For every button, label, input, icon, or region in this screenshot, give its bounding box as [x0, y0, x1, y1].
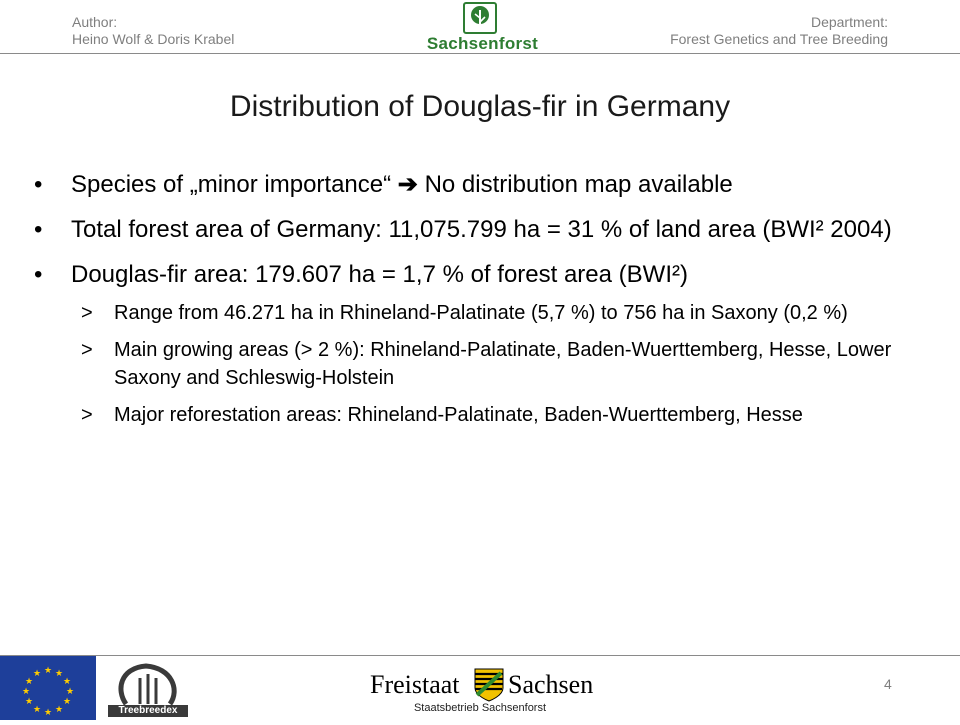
svg-text:★: ★: [32, 669, 42, 679]
sachsenforst-logo: [415, 2, 550, 52]
svg-text:★: ★: [65, 687, 75, 697]
svg-text:★: ★: [32, 705, 42, 715]
saxony-coat-of-arms-icon: [474, 668, 504, 702]
svg-text:★: ★: [54, 669, 64, 679]
slide-title: Distribution of Douglas-fir in Germany: [229, 90, 731, 123]
treebreedex-label: Treebreedex: [118, 705, 178, 716]
header-divider: [0, 53, 960, 54]
department-label: Department:: [810, 14, 888, 30]
svg-text:★: ★: [21, 687, 31, 697]
author-name: Heino Wolf & Doris Krabel: [72, 31, 235, 47]
arrow-right-icon: ➔: [397, 171, 418, 198]
bullet-item: [34, 213, 934, 246]
sub-bullet-icon: >: [81, 404, 93, 426]
bullet-icon: •: [34, 216, 43, 243]
bullet-item: [34, 258, 934, 291]
footer-divider: [0, 655, 960, 656]
bullet-icon: •: [34, 171, 43, 198]
bullet-icon: •: [34, 261, 43, 288]
svg-text:★: ★: [54, 705, 64, 715]
sub-bullet-icon: >: [81, 339, 93, 361]
svg-text:★: ★: [43, 666, 53, 676]
sub-bullet-item: [34, 401, 934, 429]
logo-text: Sachsenforst: [426, 34, 539, 53]
sub-bullet-icon: >: [81, 302, 93, 324]
svg-text:★: ★: [43, 708, 53, 718]
svg-text:★: ★: [62, 697, 72, 707]
svg-text:★: ★: [24, 677, 34, 687]
author-label: Author:: [72, 14, 118, 30]
freistaat-text: Freistaat: [370, 670, 460, 699]
sub-bullet-item: [34, 336, 934, 392]
staatsbetrieb-label: Staatsbetrieb Sachsenforst: [413, 702, 547, 714]
bullet-text: Species of „minor importance“: [71, 171, 398, 198]
sub-bullet-text: Range from 46.271 ha in Rhineland-Palatinate (5,7 %) to 756 ha in Saxony (0,2 %): [114, 302, 848, 324]
bullet-text: No distribution map available: [417, 171, 733, 198]
bullet-text: Total forest area of Germany: 11,075.799 ha = 31 % of land area (BWI² 2004): [71, 216, 892, 243]
bullet-item: [34, 168, 934, 201]
svg-text:★: ★: [62, 677, 72, 687]
tree-logo-icon: [463, 2, 497, 34]
sub-bullet-item: [34, 299, 934, 327]
bullet-text: Douglas-fir area: 179.607 ha = 1,7 % of forest area (BWI²): [71, 261, 688, 288]
svg-text:★: ★: [24, 697, 34, 707]
page-number: 4: [884, 676, 892, 692]
sachsen-text: Sachsen: [508, 670, 594, 699]
department-block: [670, 14, 888, 48]
slide-body: [34, 168, 934, 438]
department-name: Forest Genetics and Tree Breeding: [670, 31, 888, 47]
sub-bullet-text: Main growing areas (> 2 %): Rhineland-Palatinate, Baden-Wuerttemberg, Hesse, Lower Saxony and Schleswig-Holstein: [114, 339, 892, 389]
freistaat-sachsen-logo: [370, 668, 594, 704]
author-block: [72, 14, 234, 48]
sub-bullet-text: Major reforestation areas: Rhineland-Palatinate, Baden-Wuerttemberg, Hesse: [114, 404, 803, 426]
